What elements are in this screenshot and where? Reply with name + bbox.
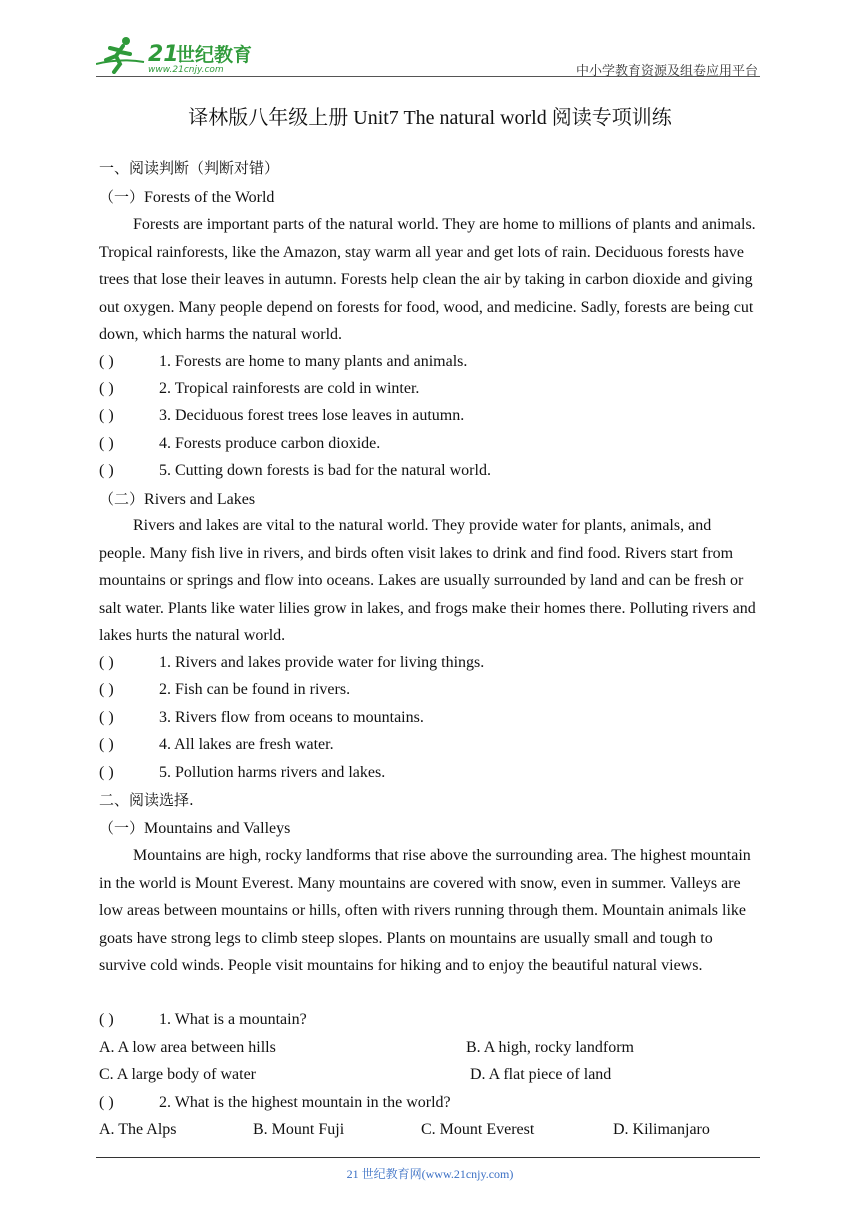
answer-bracket[interactable]: ( ) xyxy=(99,407,114,424)
svg-text:www.21cnjy.com: www.21cnjy.com xyxy=(148,65,224,74)
question-text: 1. Rivers and lakes provide water for living things. xyxy=(159,654,485,671)
svg-text:21: 21 xyxy=(148,42,179,67)
passage3-title: Mountains and Valleys xyxy=(144,820,291,837)
page-header xyxy=(96,30,760,78)
passage1-text: Forests are important parts of the natural world. They are home to millions of plants and animals. Tropical rainforests, like the Amazon, stay warm all year and get lots of rain. Deciduous forests have trees that lose their leaves in autumn. Forests help clean the air by taking in carbon dioxide and giving out oxygen. Many people depend on forests for food, wood, and medicine. Sadly, forests are being cut down, which harms the natural world. xyxy=(99,216,756,343)
question-text: 5. Pollution harms rivers and lakes. xyxy=(159,764,386,781)
question-stem: 2. What is the highest mountain in the world? xyxy=(159,1094,451,1111)
svg-text:世纪教育: 世纪教育 xyxy=(176,44,253,66)
passage1-title: Forests of the World xyxy=(144,189,275,206)
answer-bracket[interactable]: ( ) xyxy=(99,380,114,397)
passage3-text: Mountains are high, rocky landforms that rise above the surrounding area. The highest mountain in the world is Mount Everest. Many mountains are covered with snow, even in summer. Valleys are low areas between mountains or hills, often with rivers running through them. Mountain animals like goats have strong legs to climb steep slopes. Plants on mountains are usually small and tough to survive cold winds. People visit mountains for hiking and to enjoy the beautiful natural views. xyxy=(99,847,751,974)
q1-option-b[interactable]: B. A high, rocky landform xyxy=(466,1039,634,1056)
passage1-prefix: （一） xyxy=(99,188,145,206)
q1-option-a[interactable]: A. A low area between hills xyxy=(99,1039,276,1056)
p1-question-2 xyxy=(99,379,419,399)
answer-bracket[interactable]: ( ) xyxy=(99,462,114,479)
document-title: 译林版八年级上册 Unit7 The natural world 阅读专项训练 xyxy=(188,107,672,129)
p2-question-3 xyxy=(99,708,424,728)
passage1-heading xyxy=(99,187,274,208)
footer-link[interactable]: 21 世纪教育网(www.21cnjy.com) xyxy=(346,1167,514,1181)
p1-question-4 xyxy=(99,434,380,454)
question-text: 3. Deciduous forest trees lose leaves in autumn. xyxy=(159,407,465,424)
header-divider xyxy=(96,76,760,77)
header-platform-text: 中小学教育资源及组卷应用平台 xyxy=(575,63,758,78)
question-text: 2. Tropical rainforests are cold in winter. xyxy=(159,380,420,397)
question-text: 5. Cutting down forests is bad for the natural world. xyxy=(159,462,491,479)
answer-bracket[interactable]: ( ) xyxy=(99,1011,114,1028)
answer-bracket[interactable]: ( ) xyxy=(99,1094,114,1111)
passage3-prefix: （一） xyxy=(99,819,145,837)
passage2-title: Rivers and Lakes xyxy=(144,491,256,508)
question-text: 3. Rivers flow from oceans to mountains. xyxy=(159,709,424,726)
passage2-prefix: （二） xyxy=(99,490,145,508)
logo-21cnjy xyxy=(96,34,266,74)
answer-bracket[interactable]: ( ) xyxy=(99,709,114,726)
p1-question-3 xyxy=(99,406,464,426)
q2-option-a[interactable]: A. The Alps xyxy=(99,1121,177,1138)
mc-question-2 xyxy=(99,1093,451,1113)
q2-option-d[interactable]: D. Kilimanjaro xyxy=(613,1121,710,1138)
answer-bracket[interactable]: ( ) xyxy=(99,353,114,370)
p2-question-1 xyxy=(99,653,484,673)
p1-question-1 xyxy=(99,352,467,372)
passage2-heading xyxy=(99,489,255,510)
q2-option-b[interactable]: B. Mount Fuji xyxy=(253,1121,345,1138)
p2-question-2 xyxy=(99,680,350,700)
mc-question-1 xyxy=(99,1010,307,1030)
passage3-heading xyxy=(99,818,290,839)
answer-bracket[interactable]: ( ) xyxy=(99,681,114,698)
question-text: 4. Forests produce carbon dioxide. xyxy=(159,435,381,452)
answer-bracket[interactable]: ( ) xyxy=(99,654,114,671)
answer-bracket[interactable]: ( ) xyxy=(99,435,114,452)
part1-heading: 一、阅读判断（判断对错） xyxy=(99,159,280,177)
part2-heading: 二、阅读选择. xyxy=(99,791,194,809)
question-text: 4. All lakes are fresh water. xyxy=(159,736,334,753)
q1-option-d[interactable]: D. A flat piece of land xyxy=(470,1066,612,1083)
question-text: 2. Fish can be found in rivers. xyxy=(159,681,351,698)
p1-question-5 xyxy=(99,461,491,481)
question-text: 1. Forests are home to many plants and animals. xyxy=(159,353,468,370)
question-stem: 1. What is a mountain? xyxy=(159,1011,307,1028)
q1-option-c[interactable]: C. A large body of water xyxy=(99,1066,257,1083)
passage2-text: Rivers and lakes are vital to the natural world. They provide water for plants, animals, and people. Many fish live in rivers, and birds often visit lakes to drink and find food. Rivers start from mountains or springs and flow into oceans. Lakes are usually surrounded by land and can be fresh or salt water. Plants like water lilies grow in lakes, and frogs make their homes there. Polluting rivers and lakes hurts the natural world. xyxy=(99,517,756,644)
answer-bracket[interactable]: ( ) xyxy=(99,736,114,753)
p2-question-4 xyxy=(99,735,334,755)
footer-divider xyxy=(96,1157,760,1158)
p2-question-5 xyxy=(99,763,385,783)
q2-option-c[interactable]: C. Mount Everest xyxy=(421,1121,535,1138)
answer-bracket[interactable]: ( ) xyxy=(99,764,114,781)
